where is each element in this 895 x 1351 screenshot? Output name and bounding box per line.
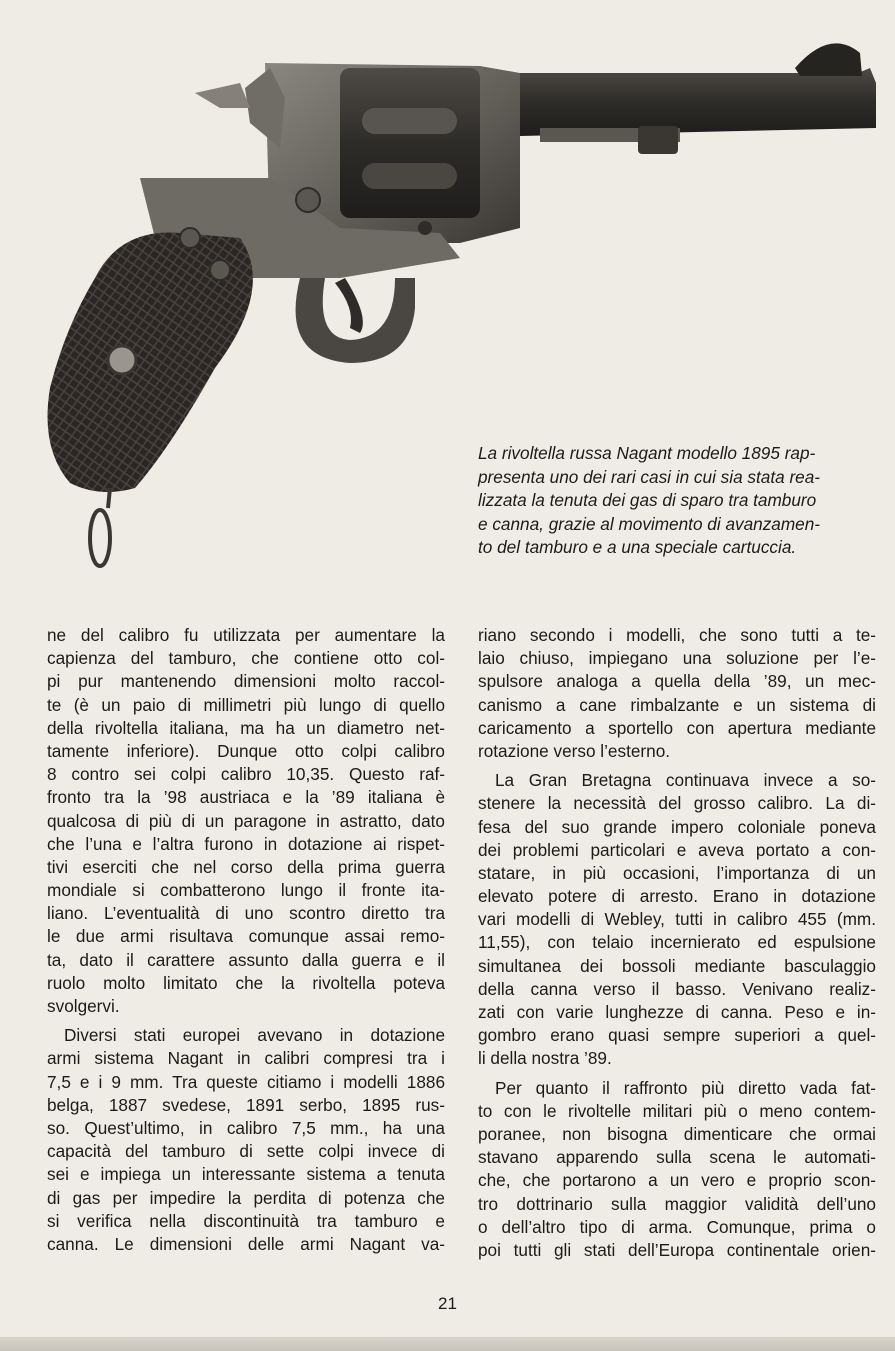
text-line: te (è un paio di millimetri più lungo di quello: [47, 694, 445, 715]
paragraph: [478, 624, 876, 763]
text-line: liano. L’eventualità di uno scontro diretto tra: [47, 903, 445, 924]
right-text-column: [478, 624, 876, 1262]
text-line: stenere la necessità del grosso calibro. La di-: [478, 793, 876, 814]
text-line: stavano apparendo sulla scena le automati-: [478, 1147, 876, 1168]
text-line: gombro erano quasi sempre superiori a quel-: [478, 1025, 876, 1046]
text-line: La Gran Bretagna continuava invece a so-: [495, 770, 876, 791]
text-line: ta, dato il carattere assunto dalla guerra e il: [47, 949, 445, 970]
text-line: caricamento a sportello con apertura mediante: [478, 717, 876, 738]
caption-line: La rivoltella russa Nagant modello 1895 rap-: [478, 443, 816, 463]
text-line: tivi eserciti che nel corso della prima guerra: [47, 856, 445, 877]
text-line: 7,5 e i 9 mm. Tra queste citiamo i modelli 1886: [47, 1071, 445, 1092]
text-line: spulsore analoga a quella della ’89, un mec-: [478, 671, 876, 692]
left-text-column: [47, 624, 445, 1256]
text-line: che, che portarono a un vero e proprio scon-: [478, 1170, 876, 1191]
text-line: della canna verso il basso. Venivano realiz-: [478, 978, 876, 999]
text-line: canismo a cane rimbalzante e un sistema di: [478, 694, 876, 715]
paragraph: [47, 624, 445, 1018]
text-line: fronto tra la ’98 austriaca e la ’89 italiana è: [47, 787, 445, 808]
caption-line: to del tamburo e a una speciale cartuccia.: [478, 537, 797, 558]
text-line: rotazione verso l’esterno.: [478, 740, 671, 761]
text-line: canna. Le dimensioni delle armi Nagant va-: [47, 1233, 445, 1254]
text-line: zati con varie lunghezze di canna. Peso e in-: [478, 1002, 876, 1022]
text-line: o dell’altro tipo di arma. Comunque, prima o: [478, 1216, 876, 1237]
text-line: pi pur mantenendo dimensioni molto raccol-: [47, 671, 445, 692]
caption-line: presenta uno dei rari casi in cui sia stata rea-: [478, 466, 821, 487]
caption-line: lizzata la tenuta dei gas di sparo tra tamburo: [478, 490, 817, 511]
text-line: della rivoltella italiana, ma ha un diametro net-: [47, 717, 445, 738]
photo-caption: [478, 442, 880, 560]
text-line: ne del calibro fu utilizzata per aumentare la: [47, 625, 445, 645]
paragraph: [478, 1077, 876, 1263]
text-line: le due armi risultava comunque assai remo-: [47, 926, 445, 947]
text-line: mondiale si combatterono lungo il fronte ita-: [47, 880, 445, 901]
text-line: poranee, non bisogna dimenticare che ormai: [478, 1123, 876, 1144]
text-line: li della nostra ’89.: [478, 1048, 612, 1069]
text-line: Diversi stati europei avevano in dotazione: [64, 1025, 445, 1046]
text-line: riano secondo i modelli, che sono tutti a te-: [478, 625, 876, 645]
text-line: che l’una e l’altra furono in dotazione ai rispet-: [47, 833, 445, 854]
text-line: laio chiuso, impiegano una soluzione per l’e-: [478, 648, 876, 669]
text-line: tamente inferiore). Dunque otto colpi calibro: [47, 740, 445, 761]
text-line: so. Quest’ultimo, in calibro 7,5 mm., ha una: [47, 1117, 445, 1138]
text-line: dei problemi particolari e aveva portato a con-: [478, 839, 876, 860]
text-line: tro dottrinario sulla maggior validità dell’uno: [478, 1193, 876, 1214]
text-line: sei e impiega un interessante sistema a tenuta: [47, 1164, 445, 1185]
text-line: fesa del suo grande impero coloniale poneva: [478, 816, 876, 837]
text-line: si verifica nella discontinuità tra tamburo e: [47, 1210, 445, 1231]
text-line: elevato potere di arresto. Erano in dotazione: [478, 886, 876, 907]
text-line: armi sistema Nagant in calibri compresi tra i: [47, 1048, 445, 1069]
caption-line: e canna, grazie al movimento di avanzamen-: [478, 513, 821, 534]
page-number: 21: [438, 1294, 457, 1313]
text-line: simultanea dei bossoli mediante basculaggio: [478, 955, 876, 976]
paragraph: [478, 769, 876, 1070]
text-line: di gas per impedire la perdita di potenza che: [47, 1187, 445, 1208]
text-line: capacità del tamburo di sette colpi invece di: [47, 1141, 445, 1162]
text-line: ruolo molto limitato che la rivoltella poteva: [47, 972, 445, 993]
text-line: 8 contro sei colpi calibro 10,35. Questo raf-: [47, 764, 445, 785]
text-line: svolgervi.: [47, 996, 120, 1016]
page-bottom-edge: [0, 1337, 895, 1351]
paragraph: [47, 1024, 445, 1256]
text-line: capienza del tamburo, che contiene otto col-: [47, 648, 445, 669]
text-line: 11,55), con telaio incernierato ed espulsione: [478, 932, 876, 953]
text-line: vari modelli di Webley, tutti in calibro 455 (mm.: [478, 909, 876, 930]
text-line: belga, 1887 svedese, 1891 serbo, 1895 rus-: [47, 1094, 445, 1115]
text-line: Per quanto il raffronto più diretto vada fat-: [495, 1077, 876, 1098]
text-line: poi tutti gli stati dell’Europa continentale orien-: [478, 1239, 876, 1260]
text-line: to con le rivoltelle militari più o meno contem-: [478, 1100, 876, 1121]
text-line: statare, in più occasioni, l’importanza di un: [478, 862, 876, 883]
text-line: qualcosa di più di un paragone in astratto, dato: [47, 810, 445, 831]
